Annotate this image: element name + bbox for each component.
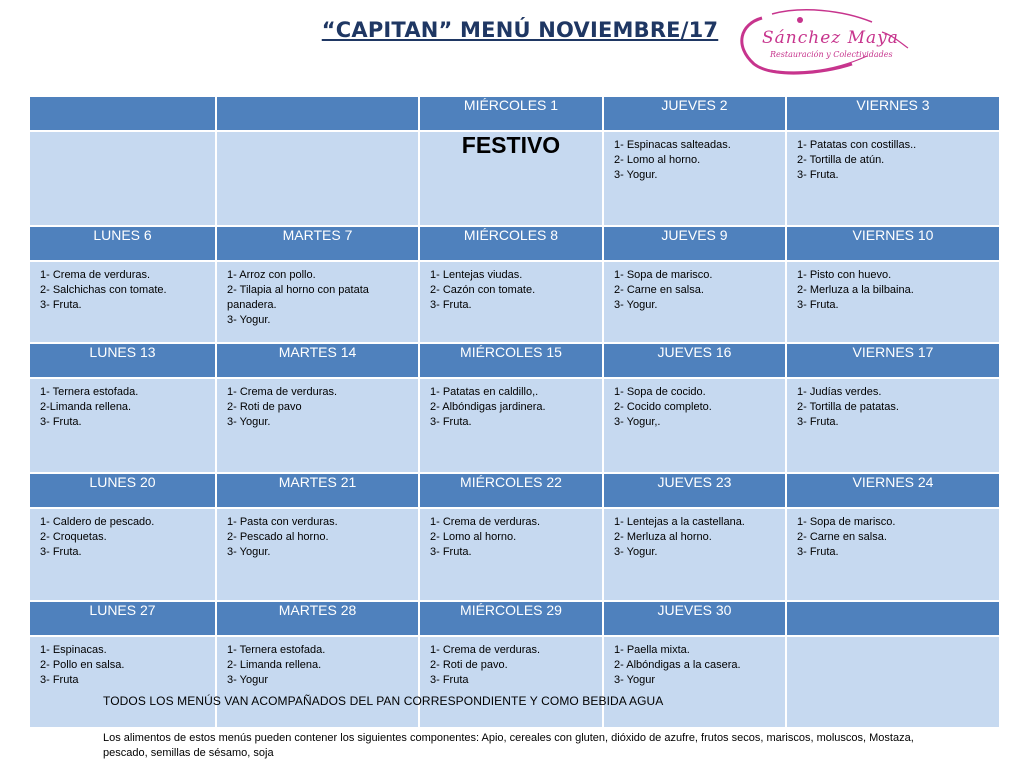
menu-dish: 2- Lomo al horno. <box>614 154 701 166</box>
empty-day-menu <box>30 132 215 225</box>
menu-dish: 2- Croquetas. <box>40 531 107 543</box>
menu-dish: 2- Pollo en salsa. <box>40 659 125 671</box>
week-menu-row <box>30 637 999 727</box>
menu-dish: 3- Fruta. <box>430 546 472 558</box>
menu-dish: 1- Paella mixta. <box>614 644 690 656</box>
day-header: MARTES 7 <box>217 227 418 260</box>
day-menu <box>604 509 785 600</box>
day-header: MIÉRCOLES 8 <box>420 227 602 260</box>
day-header: MARTES 21 <box>217 474 418 507</box>
menu-dish: 1- Caldero de pescado. <box>40 516 155 528</box>
empty-day-header <box>30 97 215 130</box>
day-header: LUNES 13 <box>30 344 215 377</box>
menu-dish: 3- Fruta. <box>40 546 82 558</box>
menu-dish: 2- Limanda rellena. <box>227 659 322 671</box>
menu-dish: 1- Espinacas. <box>40 644 107 656</box>
day-menu <box>30 637 215 727</box>
menu-dish: 2- Tilapia al horno con patata panadera. <box>227 284 369 311</box>
week-menu-row <box>30 132 999 225</box>
menu-dish: 1- Pasta con verduras. <box>227 516 338 528</box>
day-header: VIERNES 24 <box>787 474 999 507</box>
menu-dish: 1- Crema de verduras. <box>227 386 338 398</box>
day-header: VIERNES 17 <box>787 344 999 377</box>
day-menu <box>217 637 418 727</box>
menu-dish: 1- Judías verdes. <box>797 386 882 398</box>
day-header: JUEVES 23 <box>604 474 785 507</box>
day-header: JUEVES 16 <box>604 344 785 377</box>
day-header: MARTES 28 <box>217 602 418 635</box>
menu-dish: 3- Yogur. <box>227 546 271 558</box>
holiday-label: FESTIVO <box>420 132 602 225</box>
day-header: MIÉRCOLES 29 <box>420 602 602 635</box>
day-menu <box>30 509 215 600</box>
menu-dish: 3- Fruta. <box>797 546 839 558</box>
company-logo <box>732 6 912 76</box>
week-header-row <box>30 474 999 507</box>
day-menu <box>217 379 418 472</box>
menu-dish: 1- Lentejas a la castellana. <box>614 516 745 528</box>
day-header: MIÉRCOLES 1 <box>420 97 602 130</box>
day-header: LUNES 27 <box>30 602 215 635</box>
menu-dish: 3- Fruta <box>430 674 469 686</box>
menu-dish: 2- Tortilla de patatas. <box>797 401 899 413</box>
page-title: “CAPITAN” MENÚ NOVIEMBRE/17 <box>321 18 719 42</box>
menu-dish: 3- Fruta. <box>40 416 82 428</box>
day-header: VIERNES 3 <box>787 97 999 130</box>
empty-day-header <box>217 97 418 130</box>
day-menu <box>30 379 215 472</box>
menu-dish: 3- Yogur. <box>614 299 658 311</box>
menu-dish: 1- Lentejas viudas. <box>430 269 523 281</box>
menu-dish: 3- Fruta. <box>430 416 472 428</box>
menu-dish: 3- Fruta. <box>40 299 82 311</box>
menu-dish: 1- Espinacas salteadas. <box>614 139 731 151</box>
week-menu-row <box>30 379 999 472</box>
day-menu <box>787 262 999 342</box>
menu-dish: 2- Albóndigas a la casera. <box>614 659 741 671</box>
menu-dish: 2- Cocido completo. <box>614 401 712 413</box>
menu-dish: 2-Limanda rellena. <box>40 401 132 413</box>
empty-day-header <box>787 602 999 635</box>
menu-dish: 2- Merluza a la bilbaina. <box>797 284 914 296</box>
day-menu <box>30 262 215 342</box>
menu-dish: 2- Cazón con tomate. <box>430 284 536 296</box>
day-header: JUEVES 2 <box>604 97 785 130</box>
footer-note: TODOS LOS MENÚS VAN ACOMPAÑADOS DEL PAN CORRESPONDIENTE Y COMO BEBIDA AGUA <box>103 694 664 708</box>
menu-dish: 3- Yogur,. <box>614 416 661 428</box>
day-menu <box>787 379 999 472</box>
menu-dish: 1- Crema de verduras. <box>430 516 541 528</box>
menu-dish: 2- Roti de pavo <box>227 401 302 413</box>
day-menu <box>420 637 602 727</box>
logo-subtitle: Restauración y Colectividades <box>770 50 893 59</box>
day-menu <box>604 132 785 225</box>
menu-dish: 2- Tortilla de atún. <box>797 154 885 166</box>
day-header: JUEVES 9 <box>604 227 785 260</box>
menu-dish: 1- Ternera estofada. <box>40 386 139 398</box>
menu-dish: 2- Albóndigas jardinera. <box>430 401 546 413</box>
logo-name: Sánchez Maya <box>762 28 899 48</box>
menu-dish: 2- Pescado al horno. <box>227 531 329 543</box>
day-header: MARTES 14 <box>217 344 418 377</box>
allergen-note: Los alimentos de estos menús pueden contener los siguientes componentes: Apio, cereales con gluten, dióxido de azufre, frutos secos, mariscos, moluscos, Mostaza, pescado, semillas de sésamo, soja <box>103 732 914 759</box>
day-header: LUNES 6 <box>30 227 215 260</box>
menu-dish: 1- Ternera estofada. <box>227 644 326 656</box>
menu-table <box>28 95 1001 729</box>
menu-dish: 1- Crema de verduras. <box>430 644 541 656</box>
menu-dish: 2- Salchichas con tomate. <box>40 284 167 296</box>
menu-dish: 3- Fruta. <box>797 299 839 311</box>
week-menu-row <box>30 509 999 600</box>
day-menu <box>604 637 785 727</box>
menu-dish: 3- Fruta. <box>797 169 839 181</box>
empty-day-menu <box>787 637 999 727</box>
day-menu <box>787 509 999 600</box>
day-header: LUNES 20 <box>30 474 215 507</box>
menu-dish: 2- Carne en salsa. <box>614 284 704 296</box>
menu-dish: 1- Arroz con pollo. <box>227 269 316 281</box>
day-menu <box>420 379 602 472</box>
week-header-row <box>30 97 999 130</box>
menu-dish: 2- Lomo al horno. <box>430 531 517 543</box>
menu-dish: 3- Yogur. <box>227 314 271 326</box>
menu-dish: 3- Yogur <box>227 674 268 686</box>
menu-dish: 2- Roti de pavo. <box>430 659 508 671</box>
day-menu <box>420 262 602 342</box>
day-menu <box>420 509 602 600</box>
menu-dish: 3- Yogur. <box>614 546 658 558</box>
week-menu-row <box>30 262 999 342</box>
day-menu <box>217 262 418 342</box>
day-header: MIÉRCOLES 15 <box>420 344 602 377</box>
menu-dish: 1- Patatas en caldillo,. <box>430 386 539 398</box>
day-menu <box>787 132 999 225</box>
week-header-row <box>30 227 999 260</box>
day-header: JUEVES 30 <box>604 602 785 635</box>
week-header-row <box>30 602 999 635</box>
menu-dish: 1- Sopa de marisco. <box>797 516 896 528</box>
menu-dish: 3- Yogur <box>614 674 655 686</box>
menu-dish: 3- Fruta. <box>797 416 839 428</box>
menu-dish: 1- Sopa de marisco. <box>614 269 713 281</box>
menu-dish: 1- Patatas con costillas.. <box>797 139 917 151</box>
menu-dish: 2- Merluza al horno. <box>614 531 712 543</box>
day-header: MIÉRCOLES 22 <box>420 474 602 507</box>
menu-dish: 3- Yogur. <box>227 416 271 428</box>
menu-dish: 1- Pisto con huevo. <box>797 269 892 281</box>
menu-dish: 3- Fruta. <box>430 299 472 311</box>
week-header-row <box>30 344 999 377</box>
menu-dish: 3- Fruta <box>40 674 79 686</box>
menu-dish: 2- Carne en salsa. <box>797 531 887 543</box>
menu-dish: 3- Yogur. <box>614 169 658 181</box>
menu-dish: 1- Crema de verduras. <box>40 269 151 281</box>
day-menu <box>604 262 785 342</box>
day-menu <box>217 509 418 600</box>
empty-day-menu <box>217 132 418 225</box>
day-menu <box>604 379 785 472</box>
day-header: VIERNES 10 <box>787 227 999 260</box>
menu-dish: 1- Sopa de cocido. <box>614 386 706 398</box>
